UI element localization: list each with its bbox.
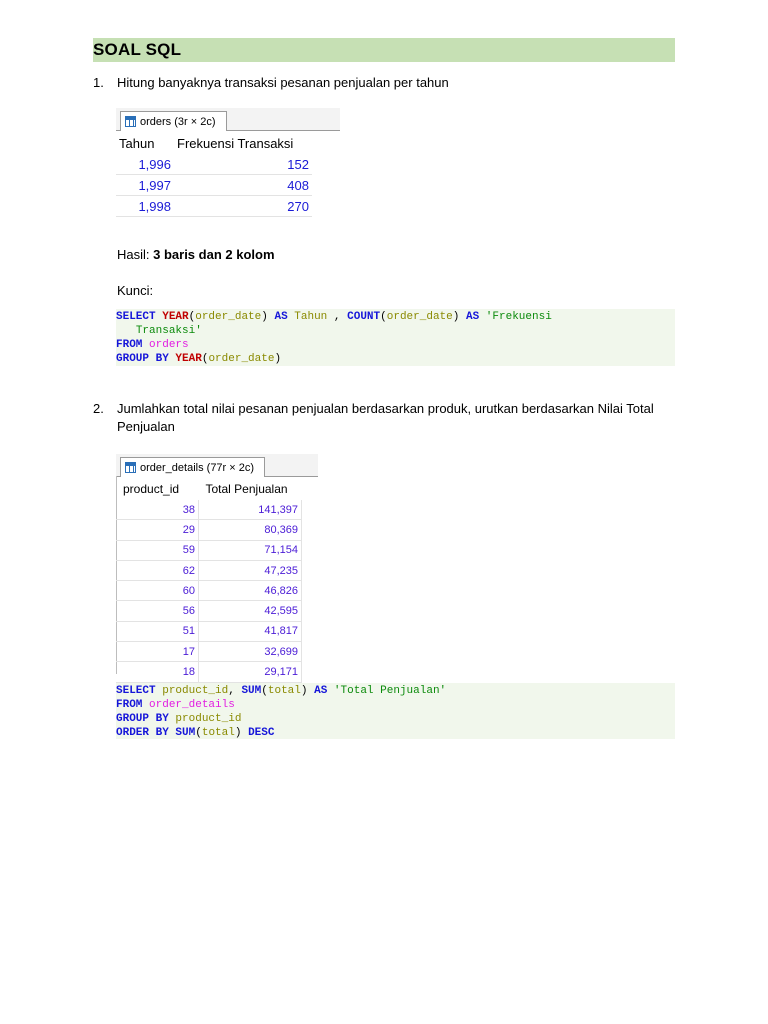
table-row (116, 520, 302, 540)
table-cell[interactable]: 56 (116, 601, 199, 621)
table-cell[interactable]: 60 (116, 581, 199, 601)
code-line: GROUP BY YEAR(order_date) (116, 353, 282, 365)
table-row (116, 662, 302, 682)
question-2 (93, 400, 693, 436)
table-row (116, 560, 302, 580)
table-row (116, 154, 312, 175)
code-line: GROUP BY product_id (116, 713, 242, 725)
table-row (116, 540, 302, 560)
result-table-order-details (116, 478, 302, 683)
table-header-row (116, 478, 302, 500)
table-cell[interactable]: 1,997 (116, 175, 174, 196)
table-row (116, 581, 302, 601)
question-1-number: 1. (93, 75, 104, 90)
table-cell[interactable]: 32,699 (199, 642, 302, 662)
code-line: ORDER BY SUM(total) DESC (116, 727, 275, 739)
table-cell[interactable]: 29,171 (199, 662, 302, 682)
code-line: FROM orders (116, 339, 189, 351)
question-1-text: Hitung banyaknya transaksi pesanan penjualan per tahun (117, 75, 449, 90)
table-cell[interactable]: 1,996 (116, 154, 174, 175)
table-cell[interactable]: 47,235 (199, 560, 302, 580)
table-cell[interactable]: 51 (116, 621, 199, 641)
table-cell[interactable]: 46,826 (199, 581, 302, 601)
table-cell[interactable]: 62 (116, 560, 199, 580)
question-1 (93, 74, 693, 92)
question-2-text-line2: Penjualan (117, 419, 175, 434)
column-header-total-penjualan[interactable]: Total Penjualan (205, 482, 288, 496)
grid-tabstrip (116, 454, 318, 477)
table-row (116, 621, 302, 641)
table-row (116, 642, 302, 662)
table-cell[interactable]: 141,397 (199, 500, 302, 520)
question-2-text-line1: Jumlahkan total nilai pesanan penjualan berdasarkan produk, urutkan berdasarkan Nilai Total (117, 401, 654, 416)
table-cell[interactable]: 41,817 (199, 621, 302, 641)
hasil-line (117, 246, 275, 264)
page-title: SOAL SQL (93, 40, 182, 59)
column-header-product-id[interactable]: product_id (123, 482, 180, 496)
grid-tabstrip (116, 108, 340, 131)
table-cell[interactable]: 18 (116, 662, 199, 682)
code-line: Transaksi' (135, 325, 202, 337)
table-row (116, 601, 302, 621)
title-banner (93, 38, 675, 62)
table-row (116, 196, 312, 217)
result-grid-orders (116, 108, 340, 218)
table-cell[interactable]: 408 (174, 175, 312, 196)
table-cell[interactable]: 17 (116, 642, 199, 662)
kunci-label: Kunci: (117, 283, 154, 298)
result-tab-label: orders (3r × 2c) (140, 115, 216, 128)
result-tab-orders[interactable] (120, 111, 227, 131)
result-table-orders (116, 132, 312, 217)
result-tab-order-details[interactable] (120, 457, 265, 477)
table-cell[interactable]: 42,595 (199, 601, 302, 621)
table-cell[interactable]: 29 (116, 520, 199, 540)
table-cell[interactable]: 38 (116, 500, 199, 520)
hasil-label: Hasil: (117, 247, 154, 262)
sql-code-block-1 (116, 309, 675, 366)
table-cell[interactable]: 270 (174, 196, 312, 217)
column-header-frekuensi[interactable]: Frekuensi Transaksi (177, 135, 294, 151)
result-tab-label: order_details (77r × 2c) (140, 461, 255, 474)
table-cell[interactable]: 71,154 (199, 540, 302, 560)
hasil-value: 3 baris dan 2 kolom (153, 247, 275, 262)
table-cell[interactable]: 59 (116, 540, 199, 560)
question-2-number: 2. (93, 401, 104, 416)
table-cell[interactable]: 152 (174, 154, 312, 175)
column-header-tahun[interactable]: Tahun (119, 135, 155, 151)
code-line: FROM order_details (116, 699, 235, 711)
table-grid-icon (125, 462, 136, 473)
table-cell[interactable]: 80,369 (199, 520, 302, 540)
table-row (116, 500, 302, 520)
table-grid-icon (125, 116, 136, 127)
table-header-row (116, 132, 312, 154)
table-row (116, 175, 312, 196)
table-cell[interactable]: 1,998 (116, 196, 174, 217)
code-line: SELECT YEAR(order_date) AS Tahun , COUNT(order_date) AS 'Frekuensi (116, 311, 552, 323)
sql-code-block-2 (116, 683, 675, 739)
code-line: SELECT product_id, SUM(total) AS 'Total Penjualan' (116, 685, 447, 697)
result-grid-order-details (116, 454, 318, 679)
